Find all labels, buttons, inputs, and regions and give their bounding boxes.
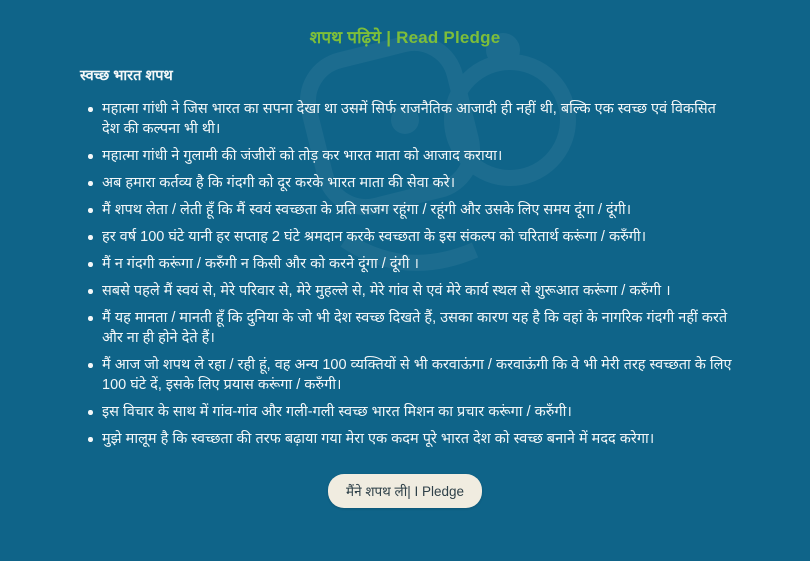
pledge-item: हर वर्ष 100 घंटे यानी हर सप्ताह 2 घंटे श्रमदान करके स्वच्छता के इस संकल्प को चरितार्थ करूंगा / करुँगी। xyxy=(102,227,734,247)
pledge-item: मैं आज जो शपथ ले रहा / रही हूं, वह अन्य 100 व्यक्तियों से भी करवाऊंगा / करवाऊंगी कि वे भी मेरी तरह स्वच्छता के लिए 100 घंटे दें, इसके लिए प्रयास करूंगा / करुँगी। xyxy=(102,355,734,395)
pledge-item: अब हमारा कर्तव्य है कि गंदगी को दूर करके भारत माता की सेवा करे। xyxy=(102,173,734,193)
pledge-item: मैं शपथ लेता / लेती हूँ कि मैं स्वयं स्वच्छता के प्रति सजग रहूंगा / रहूंगी और उसके लिए समय दूंगा / दूंगी। xyxy=(102,200,734,220)
pledge-list xyxy=(80,99,734,449)
pledge-item: इस विचार के साथ में गांव-गांव और गली-गली स्वच्छ भारत मिशन का प्रचार करूंगा / करुँगी। xyxy=(102,402,734,422)
pledge-item: मैं न गंदगी करूंगा / करुँगी न किसी और को करने दूंगा / दूंगी । xyxy=(102,254,734,274)
pledge-item: मैं यह मानता / मानती हूँ कि दुनिया के जो भी देश स्वच्छ दिखते हैं, उसका कारण यह है कि वहां के नागरिक गंदगी नहीं करते और ना ही होने देते हैं। xyxy=(102,308,734,348)
pledge-content xyxy=(80,65,734,449)
pledge-item: महात्मा गांधी ने जिस भारत का सपना देखा था उसमें सिर्फ राजनैतिक आजादी ही नहीं थी, बल्कि एक स्वच्छ एवं विकसित देश की कल्पना भी थी। xyxy=(102,99,734,139)
pledge-button-row xyxy=(0,474,810,508)
pledge-heading: स्वच्छ भारत शपथ xyxy=(80,68,173,84)
pledge-item: मुझे मालूम है कि स्वच्छता की तरफ बढ़ाया गया मेरा एक कदम पूरे भारत देश को स्वच्छ बनाने में मदद करेगा। xyxy=(102,429,734,449)
pledge-item: महात्मा गांधी ने गुलामी की जंजीरों को तोड़ कर भारत माता को आजाद कराया। xyxy=(102,146,734,166)
pledge-item: सबसे पहले मैं स्वयं से, मेरे परिवार से, मेरे मुहल्ले से, मेरे गांव से एवं मेरे कार्य स्थल से शुरूआत करूंगा / करुँगी । xyxy=(102,281,734,301)
page-title: शपथ पढ़िये | Read Pledge xyxy=(309,28,501,47)
i-pledge-button[interactable]: मैंने शपथ ली| I Pledge xyxy=(328,474,482,508)
